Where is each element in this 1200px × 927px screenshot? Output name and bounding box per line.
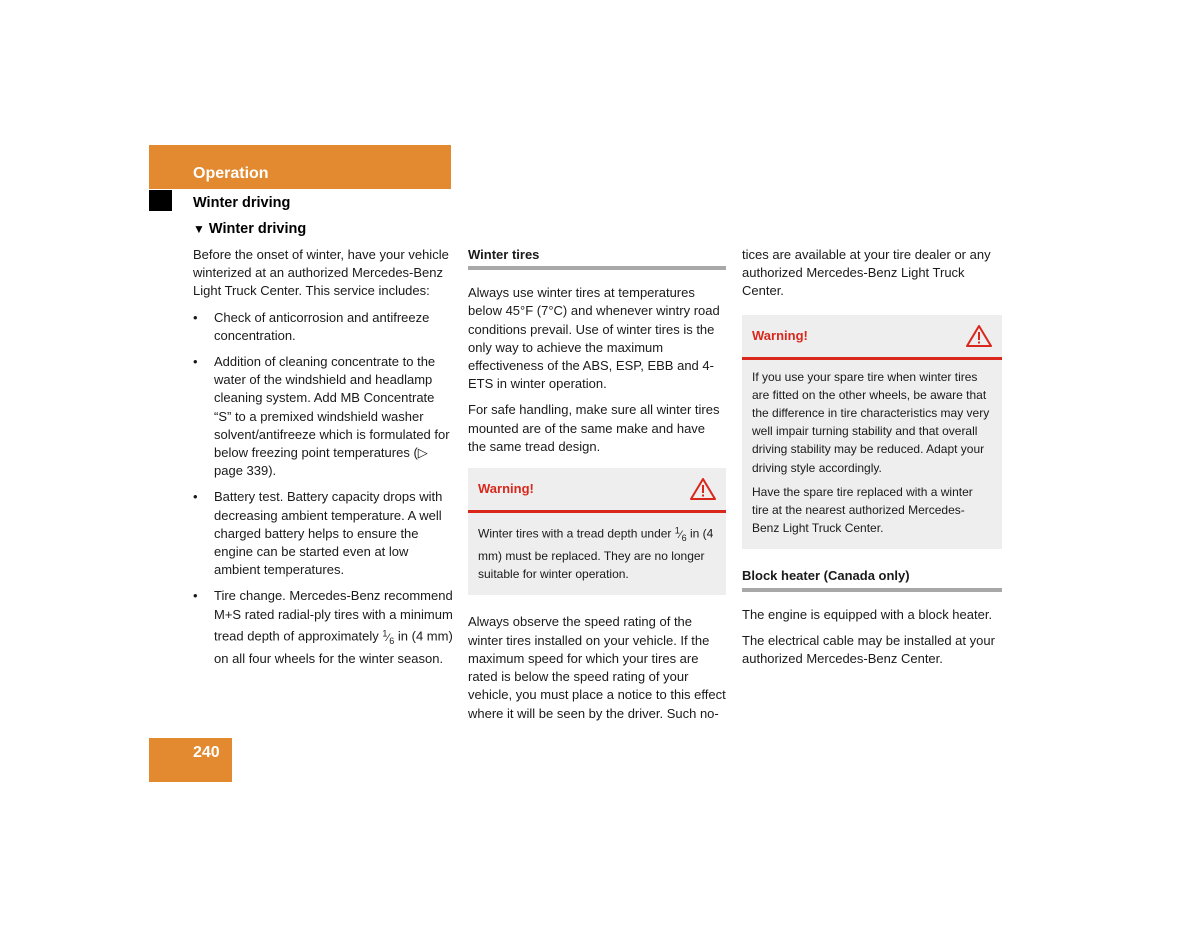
chapter-header-bar <box>149 145 451 189</box>
page-number: 240 <box>193 744 220 761</box>
triangle-down-icon: ▼ <box>193 222 205 236</box>
warning-header <box>742 315 1002 360</box>
block-heater-paragraph-2: The electrical cable may be installed at your authorized Mercedes-Benz Center. <box>742 632 995 667</box>
list-item <box>193 587 455 668</box>
warning-paragraph-1: If you use your spare tire when winter tires are fitted on the other wheels, be aware that the difference in tire characteristics may very well impair turning stability and that overall driving stability may be reduced. Adapt your driving style accordingly. <box>752 369 990 475</box>
column-2 <box>468 246 726 731</box>
bullet-icon: • <box>193 354 198 370</box>
column-1 <box>193 246 455 676</box>
continuation-paragraph: tices are available at your tire dealer or any authorized Mercedes-Benz Light Truck Center. <box>742 247 991 299</box>
fraction: $^1⁄_6$ <box>674 525 687 543</box>
subsection-title-text: Winter driving <box>208 221 307 237</box>
speed-rating-paragraph: Always observe the speed rating of the winter tires installed on your vehicle. If the maximum speed for which your tires are rated is below the speed rating of your vehicle, you must place a notice to this effect where it will be seen by the driver. Such no- <box>468 614 726 721</box>
warning-title: Warning! <box>752 327 808 343</box>
warning-text-before: Winter tires with a tread depth under <box>478 526 672 541</box>
service-list <box>193 309 455 669</box>
intro-paragraph: Before the onset of winter, have your vehicle winterized at an authorized Mercedes-Benz Light Truck Center. This service includes: <box>193 247 449 299</box>
list-item <box>193 309 455 345</box>
warning-triangle-icon <box>966 324 992 348</box>
bullet-icon: • <box>193 588 198 604</box>
warning-body <box>468 513 726 595</box>
bullet-icon: • <box>193 309 198 325</box>
column-3 <box>742 246 1002 676</box>
list-item-text: Addition of cleaning concentrate to the water of the windshield and headlamp cleaning system. Add MB Concentrate “S” to a premixed windshield washer solvent/antifreeze which is formulated for below freezing point temperatures (▷ page 339). <box>214 354 450 479</box>
list-item <box>193 353 455 480</box>
bullet-icon: • <box>193 489 198 505</box>
section-tab-marker <box>149 190 172 211</box>
winter-tires-heading: Winter tires <box>468 246 726 270</box>
subsection-title <box>193 221 306 237</box>
section-title: Winter driving <box>193 195 291 211</box>
fraction: $^1⁄_6$ <box>382 627 395 646</box>
winter-tires-paragraph-1: Always use winter tires at temperatures below 45°F (7°C) and whenever wintry road conditions prevail. Use of winter tires is the only way to achieve the maximum effectiveness of the ABS, ESP, EBB and 4-ETS in winter operation. <box>468 285 720 392</box>
fraction-denominator: 6 <box>681 532 687 543</box>
warning-title: Warning! <box>478 480 534 496</box>
list-item-text: Check of anticorrosion and antifreeze concentration. <box>214 309 430 343</box>
chapter-title: Operation <box>193 165 269 182</box>
winter-tires-paragraph-2: For safe handling, make sure all winter tires mounted are of the same make and have the same tread design. <box>468 402 720 454</box>
warning-box-tread-depth <box>468 468 726 595</box>
fraction-numerator: 1 <box>382 627 388 638</box>
warning-box-spare-tire <box>742 315 1002 550</box>
warning-paragraph-2: Have the spare tire replaced with a winter tire at the nearest authorized Mercedes-Benz Light Truck Center. <box>752 484 973 536</box>
warning-body <box>742 360 1002 550</box>
list-item-text: Battery test. Battery capacity drops with decreasing ambient temperature. A well charged battery helps to ensure the engine can be started even at low ambient temperatures. <box>214 489 443 578</box>
list-item <box>193 488 455 579</box>
block-heater-paragraph-1: The engine is equipped with a block heater. <box>742 606 993 622</box>
page-number-box <box>149 738 232 782</box>
warning-text-after: in (4 mm) must be replaced. They are no longer suitable for winter operation. <box>478 526 714 582</box>
list-item-text: Tire change. Mercedes-Benz recommend M+S rated radial-ply tires with a minimum tread depth of approximately <box>214 588 453 644</box>
list-item-text-cont: in (4 mm) on all four wheels for the winter season. <box>214 628 453 666</box>
warning-header <box>468 468 726 513</box>
block-heater-heading: Block heater (Canada only) <box>742 567 1002 591</box>
fraction-numerator: 1 <box>674 525 680 536</box>
fraction-denominator: 6 <box>389 635 395 646</box>
warning-triangle-icon <box>690 477 716 501</box>
warning-text <box>478 521 716 583</box>
